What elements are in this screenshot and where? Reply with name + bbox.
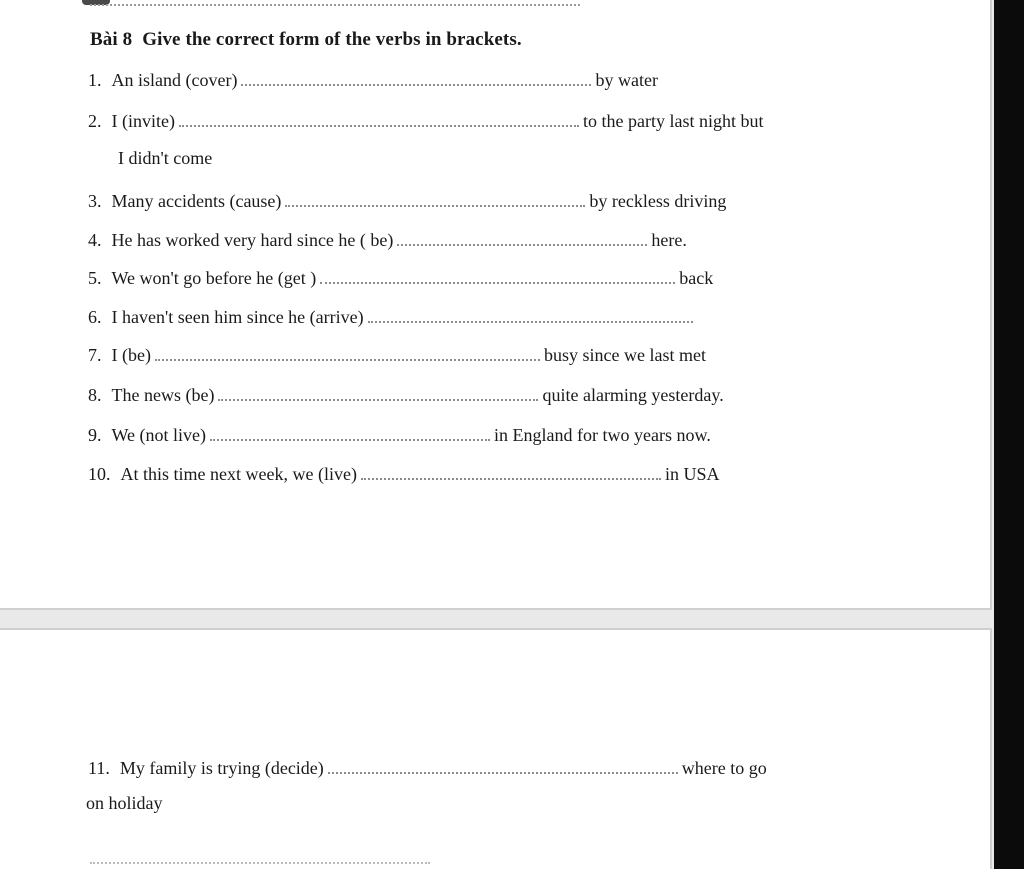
- answer-blank[interactable]: [368, 303, 693, 323]
- item-prompt: I (invite): [111, 111, 175, 131]
- item-number: 1.: [88, 70, 102, 90]
- item-suffix: here.: [651, 230, 687, 250]
- exercise-item-2: [88, 107, 763, 133]
- item-11-continuation: on holiday: [86, 793, 163, 813]
- exercise-instruction: Give the correct form of the verbs in brackets.: [142, 29, 522, 50]
- item-prompt: My family is trying (decide): [119, 758, 324, 778]
- item-prompt: We (not live): [111, 425, 207, 445]
- answer-blank[interactable]: [210, 421, 490, 441]
- item-suffix: busy since we last met: [543, 345, 706, 365]
- item-suffix: by reckless driving: [589, 191, 727, 211]
- item-number: 10.: [88, 464, 111, 484]
- right-edge-bar: [994, 0, 1024, 869]
- item-suffix: where to go: [681, 758, 767, 778]
- item-suffix: in England for two years now.: [494, 425, 711, 445]
- answer-blank[interactable]: [320, 264, 675, 284]
- answer-blank[interactable]: [218, 381, 538, 401]
- exercise-item-4: [88, 226, 687, 252]
- item-suffix: to the party last night but: [582, 111, 764, 131]
- item-number: 8.: [88, 385, 102, 405]
- exercise-item-3: [88, 187, 726, 213]
- exercise-item-9: [88, 421, 711, 447]
- exercise-title: [90, 29, 522, 51]
- item-prompt: I (be): [111, 345, 151, 365]
- exercise-item-6: [88, 303, 697, 329]
- item-number: 7.: [88, 345, 102, 365]
- exercise-item-10: [88, 460, 719, 486]
- answer-blank[interactable]: [155, 341, 540, 361]
- item-prompt: We won't go before he (get ): [111, 268, 317, 288]
- item-2-continuation: I didn't come: [118, 148, 213, 168]
- answer-blank[interactable]: [397, 226, 647, 246]
- item-number: 11.: [88, 758, 110, 778]
- item-suffix: back: [679, 268, 714, 288]
- exercise-item-11: [88, 754, 767, 780]
- exercise-item-7: [88, 341, 706, 367]
- top-dotted-line: [90, 4, 580, 6]
- answer-blank[interactable]: [328, 754, 678, 774]
- item-number: 2.: [88, 111, 102, 131]
- exercise-item-1: [88, 66, 658, 92]
- item-prompt: Many accidents (cause): [111, 191, 282, 211]
- item-suffix: in USA: [664, 464, 720, 484]
- answer-blank[interactable]: [179, 107, 579, 127]
- exercise-item-5: [88, 264, 713, 290]
- item-prompt: I haven't seen him since he (arrive): [111, 307, 364, 327]
- page-bottom: [0, 628, 992, 869]
- item-suffix: by water: [595, 70, 658, 90]
- item-prompt: At this time next week, we (live): [120, 464, 357, 484]
- item-prompt: He has worked very hard since he ( be): [111, 230, 394, 250]
- item-prompt: The news (be): [111, 385, 215, 405]
- bottom-dotted-line: [90, 862, 430, 864]
- exercise-label: Bài 8: [90, 29, 133, 50]
- item-number: 6.: [88, 307, 102, 327]
- item-number: 5.: [88, 268, 102, 288]
- item-prompt: An island (cover): [111, 70, 238, 90]
- item-number: 3.: [88, 191, 102, 211]
- answer-blank[interactable]: [361, 460, 661, 480]
- item-suffix: quite alarming yesterday.: [542, 385, 724, 405]
- item-number: 9.: [88, 425, 102, 445]
- answer-blank[interactable]: [285, 187, 585, 207]
- answer-blank[interactable]: [241, 66, 591, 86]
- item-number: 4.: [88, 230, 102, 250]
- exercise-item-8: [88, 381, 724, 407]
